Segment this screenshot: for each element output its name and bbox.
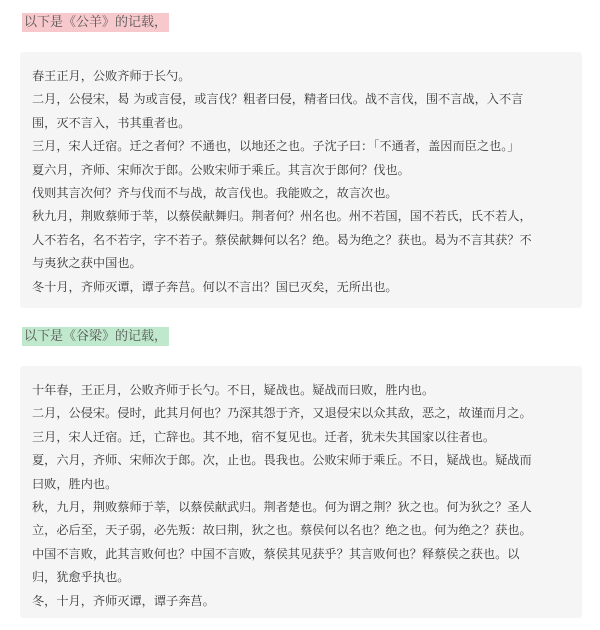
gongyang-line: 三月，宋人迁宿。迁之者何？不通也，以地还之也。子沈子曰：「不通者，盖因而臣之也。」 xyxy=(32,139,520,154)
gongyang-line: 秋九月，荆败蔡师于莘，以蔡侯献舞归。荆者何？州名也。州不若国，国不若氏，氏不若人， xyxy=(32,209,532,224)
guliang-line: 十年春，王正月，公败齐师于长勺。不日，疑战也。疑战而曰败，胜内也。 xyxy=(32,383,435,397)
guliang-line: 秋，九月，荆败蔡师于莘，以蔡侯献武归。荆者楚也。何为谓之荆？狄之也。何为狄之？圣人 xyxy=(32,500,532,515)
guliang-line: 中国不言败，此其言败何也？中国不言败，蔡侯其见获乎？其言败何也？释蔡侯之获也。以 xyxy=(32,546,520,561)
gongyang-line: 与夷狄之获中国也。 xyxy=(32,256,142,271)
guliang-line: 二月，公侵宋。侵时，此其月何也？乃深其怨于齐，又退侵宋以众其敌，恶之，故谨而月之。 xyxy=(32,406,532,421)
gongyang-line: 夏六月，齐师、宋师次于郎。公败宋师于乘丘。其言次于郎何？伐也。 xyxy=(32,162,410,177)
guliang-line: 曰败，胜内也。 xyxy=(32,476,118,491)
gongyang-line: 围，灭不言入，书其重者也。 xyxy=(32,115,191,130)
guliang-quote-block xyxy=(20,366,582,618)
guliang-line: 冬，十月，齐师灭谭，谭子奔莒。 xyxy=(32,593,215,608)
guliang-section-header xyxy=(20,325,171,349)
gongyang-line: 伐则其言次何？齐与伐而不与战，故言伐也。我能败之，故言次也。 xyxy=(32,186,398,201)
guliang-header-text: 以下是《谷梁》的记载， xyxy=(24,329,168,344)
gongyang-quote-block xyxy=(20,52,582,308)
guliang-line: 夏，六月，齐师、宋师次于郎。次，止也。畏我也。公败宋师于乘丘。不日，疑战也。疑战而 xyxy=(32,453,532,468)
gongyang-line: 二月，公侵宋，曷 为或言侵，或言伐？粗者曰侵，精者曰伐。战不言伐，围不言战，入不言 xyxy=(32,92,524,107)
gongyang-section-header xyxy=(20,11,171,35)
guliang-line: 三月，宋人迁宿。迁，亡辞也。其不地，宿不复见也。迁者，犹未失其国家以往者也。 xyxy=(32,429,496,444)
gongyang-line: 人不若名，名不若字，字不若子。蔡侯献舞何以名？绝。曷为绝之？获也。曷为不言其获？不 xyxy=(32,232,532,247)
gongyang-line: 春王正月，公败齐师于长勺。 xyxy=(32,69,191,83)
gongyang-header-text: 以下是《公羊》的记载， xyxy=(24,15,168,30)
guliang-line: 立，必后至，天子弱，必先叛：故曰荆，狄之也。蔡侯何以名也？绝之也。何为绝之？获也。 xyxy=(32,523,532,538)
guliang-line: 归，犹愈乎执也。 xyxy=(32,570,130,585)
gongyang-line: 冬十月，齐师灭谭，谭子奔莒。何以不言出？国已灭矣，无所出也。 xyxy=(32,279,398,294)
